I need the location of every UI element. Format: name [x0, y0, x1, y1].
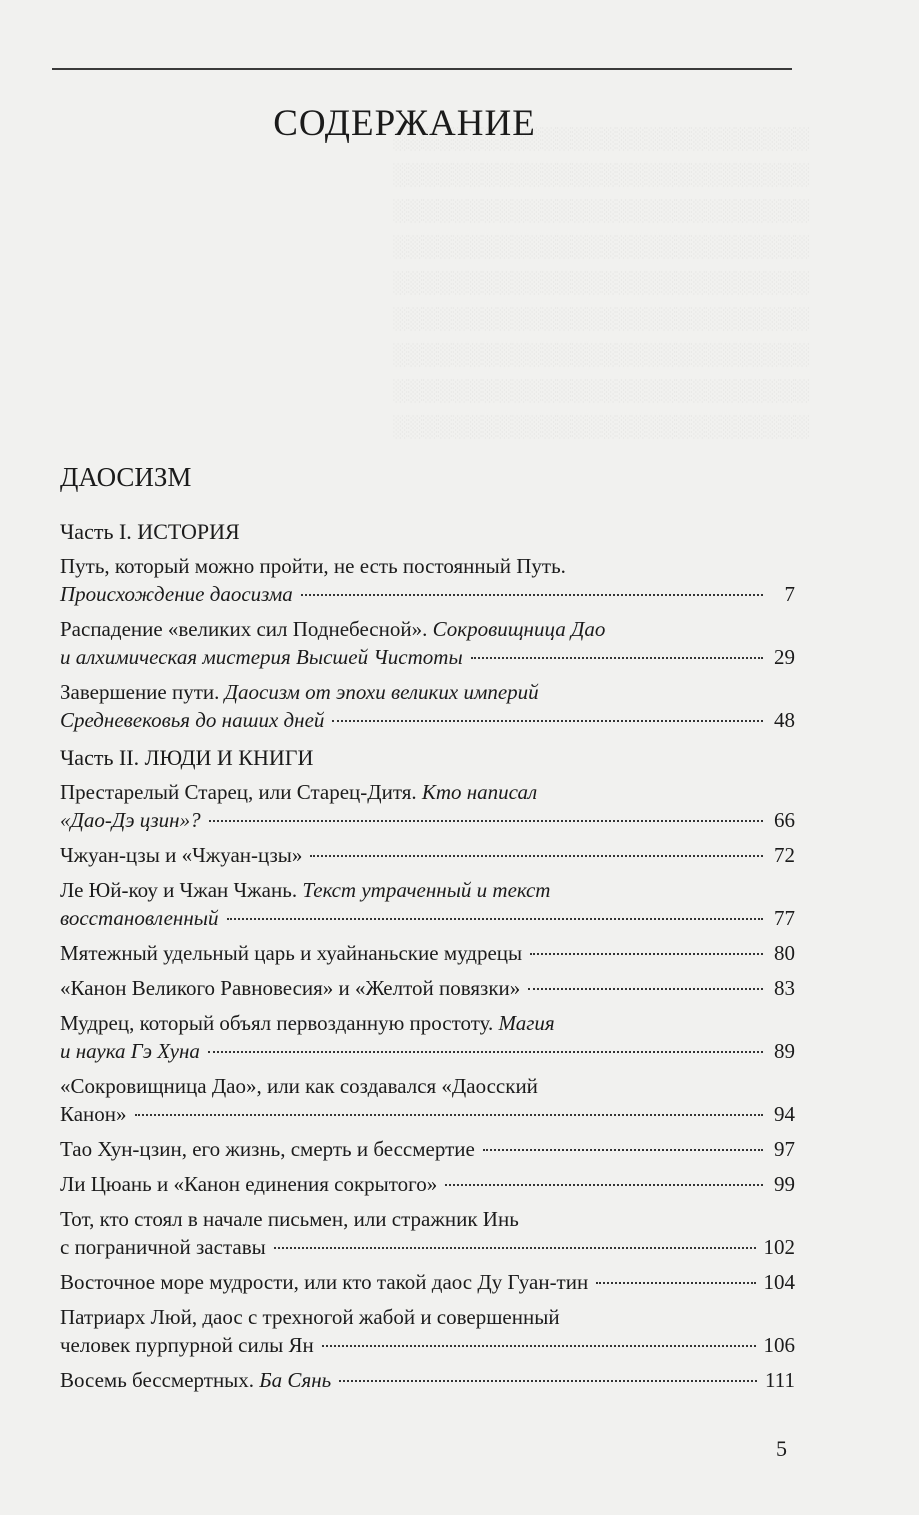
- toc-entry[interactable]: [60, 1303, 795, 1359]
- page-title: СОДЕРЖАНИЕ: [273, 103, 536, 144]
- toc-entry-first-line: [60, 1205, 795, 1233]
- toc-entry[interactable]: [60, 1205, 795, 1261]
- toc-entry-first-line: [60, 552, 795, 580]
- toc-page-number: 106: [763, 1333, 795, 1357]
- toc-entry[interactable]: [60, 552, 795, 608]
- toc-page-number: 7: [784, 582, 795, 606]
- dot-leader: [209, 820, 763, 822]
- dot-leader: [322, 1345, 756, 1347]
- toc-entry-last-line: [60, 1037, 795, 1065]
- toc-entry-first-line: [60, 1009, 795, 1037]
- toc-entry-title-text: Распадение «великих сил Поднебесной».: [60, 617, 433, 641]
- toc-entry[interactable]: [60, 1170, 795, 1198]
- toc-entry-title-text: Чжуан-цзы и «Чжуан-цзы»: [60, 843, 303, 867]
- toc-entry-subtitle-text: Текст утраченный и текст: [302, 878, 551, 902]
- toc-part-heading: Часть I. ИСТОРИЯ: [60, 519, 240, 544]
- dot-leader: [301, 594, 763, 596]
- toc-entry-first-line: [60, 876, 795, 904]
- dot-leader: [332, 720, 763, 722]
- toc-entry-last-line-text: [60, 904, 219, 932]
- toc-entry-last-line: [60, 580, 795, 608]
- toc-entry[interactable]: [60, 1009, 795, 1065]
- dot-leader: [483, 1149, 763, 1151]
- dot-leader: [227, 918, 764, 920]
- dot-leader: [339, 1380, 757, 1382]
- toc-entry-title-text: Канон»: [60, 1102, 127, 1126]
- toc-entry-last-line: [60, 1331, 795, 1359]
- toc-entry-last-line: [60, 1233, 795, 1261]
- toc-entry-last-line-text: [60, 841, 302, 869]
- toc-entry-last-line-text: [60, 1135, 475, 1163]
- dot-leader: [445, 1184, 763, 1186]
- toc-entry-last-line: [60, 706, 795, 734]
- toc-entry[interactable]: [60, 876, 795, 932]
- toc-page-number: 94: [774, 1102, 795, 1126]
- toc-entry[interactable]: [60, 974, 795, 1002]
- toc-page-number: 111: [765, 1368, 795, 1392]
- toc-entry-subtitle-text: Магия: [498, 1011, 555, 1035]
- toc-page-number: 102: [763, 1235, 795, 1259]
- toc-entry-first-line: [60, 615, 795, 643]
- dot-leader: [135, 1114, 763, 1116]
- toc-entry-last-line: [60, 904, 795, 932]
- toc-entry-title-text: «Сокровищница Дао», или как создавался «Даосский: [60, 1074, 538, 1098]
- dot-leader: [530, 953, 763, 955]
- toc-entry-title-text: Путь, который можно пройти, не есть постоянный Путь.: [60, 554, 566, 578]
- toc-entry-subtitle-text: Средневековья до наших дней: [60, 708, 325, 732]
- toc-entry[interactable]: [60, 678, 795, 734]
- toc-entry-title-text: с пограничной заставы: [60, 1235, 266, 1259]
- toc-entry-last-line: [60, 1170, 795, 1198]
- toc-entry-subtitle-text: Ба Сянь: [259, 1368, 332, 1392]
- toc-page-number: 80: [774, 941, 795, 965]
- toc-entry[interactable]: [60, 1072, 795, 1128]
- toc-entry[interactable]: [60, 615, 795, 671]
- toc-entry-subtitle-text: «Дао-Дэ цзин»?: [60, 808, 201, 832]
- toc-entry-subtitle-text: и алхимическая мистерия Высшей Чистоты: [60, 645, 463, 669]
- toc-entry-subtitle-text: Кто написал: [421, 780, 538, 804]
- toc-page-number: 104: [763, 1270, 795, 1294]
- toc-entry[interactable]: [60, 841, 795, 869]
- toc-entry-last-line: [60, 1268, 795, 1296]
- section-title: ДАОСИЗМ: [60, 462, 192, 492]
- toc-entry-last-line-text: [60, 939, 522, 967]
- toc-entry-last-line-text: [60, 1331, 314, 1359]
- toc-entry-last-line-text: [60, 806, 201, 834]
- toc-entry-last-line-text: [60, 1170, 437, 1198]
- toc-entry-last-line-text: [60, 580, 293, 608]
- toc-page-number: 97: [774, 1137, 795, 1161]
- toc-entry-title-text: Мудрец, который объял первозданную простоту.: [60, 1011, 499, 1035]
- toc-entry[interactable]: [60, 1268, 795, 1296]
- toc-entry-last-line-text: [60, 643, 463, 671]
- toc-entry[interactable]: [60, 1366, 795, 1394]
- toc-page-number: 66: [774, 808, 795, 832]
- toc-entry-last-line-text: [60, 974, 520, 1002]
- page-number: 5: [776, 1436, 787, 1461]
- toc-entry-title-text: человек пурпурной силы Ян: [60, 1333, 314, 1357]
- toc-entry-title-text: Тот, кто стоял в начале письмен, или стражник Инь: [60, 1207, 519, 1231]
- toc-entry-last-line-text: [60, 706, 324, 734]
- toc-entry-last-line-text: [60, 1100, 127, 1128]
- toc-entry-first-line: [60, 778, 795, 806]
- toc-entry[interactable]: [60, 1135, 795, 1163]
- toc-entry-last-line: [60, 1366, 795, 1394]
- toc-page-number: 99: [774, 1172, 795, 1196]
- toc-part-heading: Часть II. ЛЮДИ И КНИГИ: [60, 745, 314, 770]
- toc-entry-first-line: [60, 678, 795, 706]
- toc-entry-last-line-text: [60, 1268, 588, 1296]
- dot-leader: [310, 855, 763, 857]
- toc-entry[interactable]: [60, 778, 795, 834]
- toc-page-number: 89: [774, 1039, 795, 1063]
- toc-entry-last-line: [60, 841, 795, 869]
- dot-leader: [471, 657, 763, 659]
- dot-leader: [528, 988, 763, 990]
- toc-entry-subtitle-text: восстановленный: [60, 906, 219, 930]
- toc-entry-last-line-text: [60, 1233, 266, 1261]
- toc-entry-title-text: Ле Юй-коу и Чжан Чжань.: [60, 878, 303, 902]
- header-rule: [52, 68, 792, 70]
- toc-entry-subtitle-text: Даосизм от эпохи великих империй: [224, 680, 539, 704]
- toc-entry-title-text: Ли Цюань и «Канон единения сокрытого»: [60, 1172, 438, 1196]
- toc-entry-first-line: [60, 1072, 795, 1100]
- dot-leader: [208, 1051, 763, 1053]
- toc-entry-last-line-text: [60, 1366, 331, 1394]
- toc-page-number: 72: [774, 843, 795, 867]
- toc-page-number: 83: [774, 976, 795, 1000]
- toc-entry-title-text: Престарелый Старец, или Старец-Дитя.: [60, 780, 422, 804]
- toc-entry-title-text: «Канон Великого Равновесия» и «Желтой повязки»: [60, 976, 521, 1000]
- dot-leader: [274, 1247, 756, 1249]
- toc-page-number: 29: [774, 645, 795, 669]
- toc-entry-last-line: [60, 1135, 795, 1163]
- toc-entry-subtitle-text: Сокровищница Дао: [432, 617, 606, 641]
- toc-entry-title-text: Восемь бессмертных.: [60, 1368, 260, 1392]
- toc-entry-last-line: [60, 939, 795, 967]
- table-of-contents: [60, 508, 795, 1401]
- toc-entry-last-line: [60, 806, 795, 834]
- dot-leader: [596, 1282, 755, 1284]
- toc-entry-subtitle-text: и наука Гэ Хуна: [60, 1039, 200, 1063]
- toc-entry-first-line: [60, 1303, 795, 1331]
- toc-entry-title-text: Завершение пути.: [60, 680, 225, 704]
- toc-entry-last-line: [60, 643, 795, 671]
- toc-entry-last-line-text: [60, 1037, 200, 1065]
- toc-entry-title-text: Тао Хун-цзин, его жизнь, смерть и бессмертие: [60, 1137, 475, 1161]
- toc-entry-subtitle-text: Происхождение даосизма: [60, 582, 293, 606]
- toc-entry-title-text: Патриарх Люй, даос с трехногой жабой и совершенный: [60, 1305, 560, 1329]
- toc-entry-title-text: Восточное море мудрости, или кто такой даос Ду Гуан-тин: [60, 1270, 589, 1294]
- toc-entry[interactable]: [60, 939, 795, 967]
- bleed-through-reverse-page: ░░░░░░░░░░░░░░░░░░░░░░░░░░░░ ░░░░░░░░░░░░░░░░░░░░░░░░░░░░ ░░░░░░░░░░░░░░░░░░░░░░░░░░░░ ░░░░░░░░░░░░░░░░░░░░░░░░░░░░ ░░░░░░░░░░░░░░░░░░░░░░░░░░░░ ░░░░░░░░░░░░░░░░░░░░░░░░░░░░ ░░░░░░░░░░░░░░░░░░░░░░░░░░░░ ░░░░░░░░░░░░░░░░░░░░░░░░░░░░ ░░░░░░░░░░░░░░░░░░░░░░░░░░░░: [393, 126, 810, 438]
- toc-entry-last-line: [60, 974, 795, 1002]
- toc-page-number: 77: [774, 906, 795, 930]
- toc-entry-title-text: Мятежный удельный царь и хуайнаньские мудрецы: [60, 941, 523, 965]
- toc-entry-last-line: [60, 1100, 795, 1128]
- toc-page-number: 48: [774, 708, 795, 732]
